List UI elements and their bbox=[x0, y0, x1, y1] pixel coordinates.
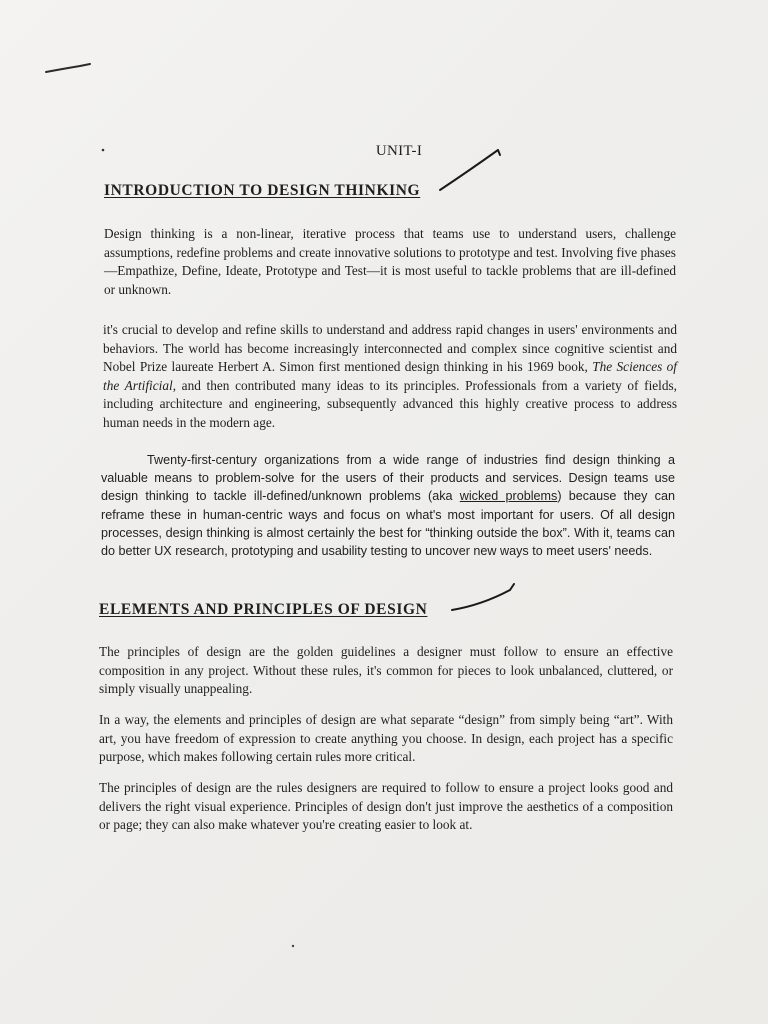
paragraph-definition: Design thinking is a non-linear, iterative process that teams use to understand users, challenge assumptions, redefine problems and create innovative solutions to prototype and test. Involving five phases—Empathize, Define, Ideate, Prototype and Test—it is most useful to tackle problems that are ill-defined or unknown. bbox=[104, 226, 676, 297]
section-heading-elements: ELEMENTS AND PRINCIPLES OF DESIGN bbox=[99, 601, 428, 618]
paragraph-history bbox=[103, 321, 677, 433]
book-title: The Sciences of the Artificial bbox=[103, 359, 677, 393]
paragraph-design-vs-art: In a way, the elements and principles of design are what separate “design” from simply being “art”. With art, you have freedom of expression to create anything you choose. In design, each project has a specific purpose, which makes following certain rules more critical. bbox=[99, 712, 673, 765]
paragraph-organizations-text: Twenty-first-century organizations from a wide range of industries find design thinking a valuable means to problem-solve for the users of their products and services. Design teams use design thinking to tackle ill-defined/unknown problems (aka bbox=[101, 453, 675, 504]
dot-mark-bottom bbox=[292, 945, 294, 947]
paragraph-organizations-text-end: ) because they can reframe these in human-centric ways and focus on what's most important for users. Of all design processes, design thinking is almost certainly the best for “thinking outside the box”. With it, teams can do better UX research, prototyping and usability testing to uncover new ways to meet users' needs. bbox=[101, 489, 675, 559]
unit-label: UNIT-I bbox=[375, 143, 423, 159]
pen-stroke-heading-2 bbox=[452, 584, 514, 610]
paragraph-principles-rules: The principles of design are the rules designers are required to follow to ensure a project looks good and delivers the right visual experience. Principles of design don't just improve the aesthetics of a composition or page; they can also make whatever you're creating easier to look at. bbox=[99, 780, 673, 833]
paragraph-history-text: it's crucial to develop and refine skills to understand and address rapid changes in users' environments and behaviors. The world has become increasingly interconnected and complex since cognitive scientist and Nobel Prize laureate Herbert A. Simon first mentioned design thinking in his 1969 book, bbox=[103, 322, 677, 375]
paragraph-organizations bbox=[101, 451, 675, 560]
wicked-problems-link[interactable]: wicked problems bbox=[459, 489, 558, 504]
paragraph-golden-guidelines: The principles of design are the golden guidelines a designer must follow to ensure an effective composition in any project. Without these rules, it's common for pieces to look unbalanced, cluttered, or simply visually unappealing. bbox=[99, 644, 673, 697]
pen-stroke-top-left bbox=[46, 64, 90, 72]
paragraph-history-text-end: , and then contributed many ideas to its principles. Professionals from a variety of fields, including architecture and engineering, subsequently advanced this highly creative process to address human needs in the modern age. bbox=[103, 377, 678, 430]
section-heading-introduction: INTRODUCTION TO DESIGN THINKING bbox=[104, 182, 421, 199]
